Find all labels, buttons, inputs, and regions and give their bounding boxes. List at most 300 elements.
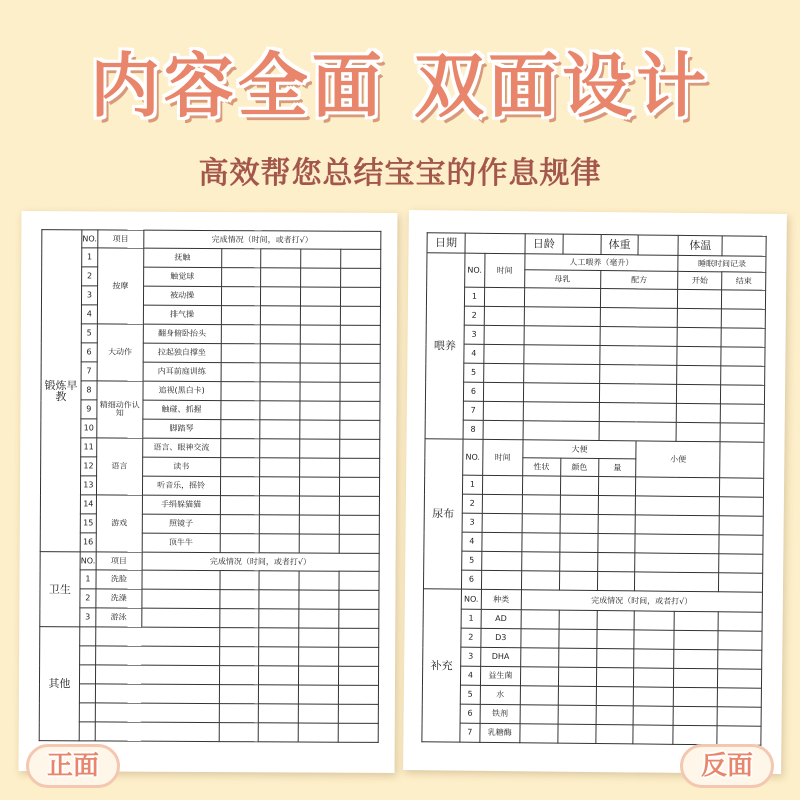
cell[interactable] (522, 476, 560, 495)
cell[interactable] (339, 628, 379, 647)
row-no: 1 (82, 248, 98, 267)
cell[interactable] (717, 707, 761, 726)
cell[interactable] (523, 421, 599, 441)
cell[interactable] (260, 439, 300, 458)
cell[interactable] (635, 553, 719, 573)
cell[interactable] (677, 384, 721, 403)
cell[interactable] (219, 666, 259, 685)
cell[interactable] (300, 344, 340, 363)
row-item: 翻身俯卧抬头 (143, 324, 221, 343)
cell[interactable] (259, 704, 299, 723)
cell[interactable] (719, 497, 763, 516)
cell[interactable] (524, 345, 600, 365)
row-item: 排气操 (143, 305, 221, 324)
cell[interactable] (220, 420, 260, 439)
row-no: 7 (460, 723, 480, 742)
cell[interactable] (219, 647, 259, 666)
cell[interactable] (339, 515, 379, 534)
cell[interactable] (79, 646, 95, 665)
cell[interactable] (633, 725, 673, 744)
cell[interactable] (560, 476, 598, 495)
col-kind: 种类 (481, 589, 521, 609)
cell[interactable] (674, 687, 718, 706)
cell[interactable] (259, 571, 299, 590)
date-field[interactable] (465, 233, 525, 254)
row-no: 5 (81, 324, 97, 343)
cell[interactable] (559, 610, 597, 629)
col-amount: 量 (598, 459, 636, 477)
cell[interactable] (520, 705, 558, 724)
cell[interactable] (299, 628, 339, 647)
cell[interactable] (599, 403, 677, 423)
cell[interactable] (596, 649, 634, 668)
cell[interactable] (340, 382, 380, 401)
cell[interactable] (674, 649, 718, 668)
group-label: 按摩 (97, 248, 143, 324)
cell[interactable] (598, 496, 636, 515)
cell[interactable] (558, 667, 596, 686)
cell[interactable] (719, 573, 763, 592)
cell[interactable] (482, 475, 522, 494)
cell[interactable] (221, 344, 261, 363)
cell[interactable] (339, 647, 379, 666)
cell[interactable] (142, 589, 220, 608)
cell[interactable] (301, 325, 341, 344)
col-time: 时间 (484, 253, 524, 287)
front-sheet (19, 211, 398, 773)
cell[interactable] (721, 366, 765, 385)
cell[interactable] (299, 571, 339, 590)
cell[interactable] (523, 383, 599, 403)
row-item: 内耳前庭训练 (143, 362, 221, 381)
cell[interactable] (341, 287, 381, 306)
cell[interactable] (599, 365, 677, 385)
cell[interactable] (341, 249, 381, 268)
cell[interactable] (95, 646, 219, 666)
cell[interactable] (260, 401, 300, 420)
temp-field[interactable] (722, 236, 766, 256)
cell[interactable] (599, 384, 677, 404)
cell[interactable] (259, 723, 299, 742)
cell[interactable] (301, 306, 341, 325)
cell[interactable] (79, 665, 95, 684)
row-no: 3 (80, 608, 96, 627)
age-field[interactable] (563, 234, 601, 254)
cell[interactable] (558, 724, 596, 743)
cell[interactable] (299, 666, 339, 685)
group-label: 游戏 (96, 495, 142, 552)
cell[interactable] (633, 706, 673, 725)
row-no: 14 (80, 495, 96, 514)
cell[interactable] (79, 684, 95, 703)
cell[interactable] (595, 725, 633, 744)
cell[interactable] (298, 723, 338, 742)
cell[interactable] (221, 249, 261, 268)
cell[interactable] (636, 496, 720, 516)
cell[interactable] (299, 685, 339, 704)
cell[interactable] (142, 608, 220, 627)
cell[interactable] (338, 704, 378, 723)
cell[interactable] (339, 666, 379, 685)
cell[interactable] (95, 665, 219, 685)
cell[interactable] (524, 326, 600, 346)
cell[interactable] (634, 630, 674, 649)
cell[interactable] (260, 382, 300, 401)
cell[interactable] (677, 346, 721, 365)
cell[interactable] (259, 609, 299, 628)
section-label-diaper: 尿布 (423, 439, 462, 589)
cell[interactable] (260, 496, 300, 515)
cell[interactable] (674, 668, 718, 687)
cell[interactable] (524, 307, 600, 327)
cell[interactable] (221, 363, 261, 382)
cell[interactable] (522, 533, 560, 552)
cell[interactable] (220, 534, 260, 553)
cell[interactable] (674, 630, 718, 649)
cell[interactable] (635, 572, 719, 592)
cell[interactable] (340, 325, 380, 344)
cell[interactable] (220, 515, 260, 534)
row-no: 6 (460, 704, 480, 723)
front-table (39, 229, 382, 743)
cell[interactable] (521, 552, 559, 571)
cell[interactable] (221, 325, 261, 344)
row-no: 5 (460, 685, 480, 704)
cell[interactable] (79, 722, 95, 741)
cell[interactable] (338, 685, 378, 704)
cell[interactable] (559, 552, 597, 571)
row-no: 13 (80, 476, 96, 495)
cell[interactable] (220, 571, 260, 590)
cell[interactable] (559, 629, 597, 648)
cell[interactable] (596, 687, 634, 706)
cell[interactable] (95, 684, 219, 704)
cell[interactable] (219, 628, 259, 647)
weight-field[interactable] (638, 235, 678, 255)
cell[interactable] (221, 268, 261, 287)
cell[interactable] (260, 420, 300, 439)
row-no: 6 (463, 382, 483, 401)
cell[interactable] (717, 726, 761, 745)
cell[interactable] (634, 668, 674, 687)
cell[interactable] (219, 590, 259, 609)
cell[interactable] (597, 572, 635, 591)
cell[interactable] (259, 628, 299, 647)
cell[interactable] (520, 648, 558, 667)
cell[interactable] (221, 287, 261, 306)
row-no: 2 (81, 267, 97, 286)
cell[interactable] (220, 382, 260, 401)
cell[interactable] (673, 706, 717, 725)
cell[interactable] (600, 289, 678, 309)
cell[interactable] (483, 401, 523, 420)
row-no: 1 (464, 287, 484, 306)
cell[interactable] (301, 249, 341, 268)
cell[interactable] (339, 609, 379, 628)
cell[interactable] (301, 287, 341, 306)
cell[interactable] (599, 346, 677, 366)
cell[interactable] (721, 347, 765, 366)
cell[interactable] (520, 686, 558, 705)
col-item: 项目 (96, 552, 142, 570)
row-no: 7 (81, 362, 97, 381)
cell[interactable] (718, 650, 762, 669)
cell[interactable] (600, 308, 678, 328)
blank-header (720, 442, 764, 478)
cell[interactable] (220, 401, 260, 420)
row-item: 洗脸 (96, 570, 142, 589)
cell[interactable] (96, 627, 220, 647)
cell[interactable] (300, 496, 340, 515)
cell[interactable] (79, 703, 95, 722)
cell[interactable] (300, 439, 340, 458)
cell[interactable] (95, 722, 219, 742)
cell[interactable] (221, 306, 261, 325)
cell[interactable] (596, 706, 634, 725)
cell[interactable] (598, 477, 636, 496)
cell[interactable] (260, 363, 300, 382)
cell[interactable] (634, 687, 674, 706)
cell[interactable] (259, 590, 299, 609)
cell[interactable] (718, 631, 762, 650)
row-no: 2 (80, 589, 96, 608)
row-no: 10 (81, 419, 97, 438)
col-no: NO. (461, 589, 481, 609)
col-start: 开始 (678, 271, 722, 289)
cell[interactable] (340, 363, 380, 382)
cell[interactable] (219, 723, 259, 742)
cell[interactable] (674, 611, 718, 630)
cell[interactable] (340, 439, 380, 458)
row-no: 12 (80, 457, 96, 476)
cell[interactable] (259, 685, 299, 704)
cell[interactable] (520, 724, 558, 743)
cell[interactable] (522, 495, 560, 514)
col-sleep-group: 睡眠时间记录 (678, 255, 766, 272)
cell[interactable] (722, 290, 766, 309)
cell[interactable] (636, 477, 720, 497)
cell[interactable] (340, 306, 380, 325)
col-formula: 配方 (600, 271, 678, 290)
cell[interactable] (521, 629, 559, 648)
cell[interactable] (339, 534, 379, 553)
cell[interactable] (718, 612, 762, 631)
cell[interactable] (219, 704, 259, 723)
row-item: 拉起独自撑坐 (143, 343, 221, 362)
cell[interactable] (598, 515, 636, 534)
cell[interactable] (300, 363, 340, 382)
cell[interactable] (261, 268, 301, 287)
cell[interactable] (719, 535, 763, 554)
cell[interactable] (339, 571, 379, 590)
row-no: 5 (464, 363, 484, 382)
cell[interactable] (559, 571, 597, 590)
cell[interactable] (560, 514, 598, 533)
cell[interactable] (678, 289, 722, 308)
cell[interactable] (300, 420, 340, 439)
cell[interactable] (484, 287, 524, 306)
cell[interactable] (558, 648, 596, 667)
cell[interactable] (718, 669, 762, 688)
row-no: 4 (464, 344, 484, 363)
col-no: NO. (465, 253, 485, 287)
cell[interactable] (721, 309, 765, 328)
cell[interactable] (635, 515, 719, 535)
cell[interactable] (482, 532, 522, 551)
row-kind: 益生菌 (480, 666, 520, 685)
cell[interactable] (220, 477, 260, 496)
row-item: 洗澡 (96, 589, 142, 608)
cell[interactable] (720, 478, 764, 497)
cell[interactable] (220, 496, 260, 515)
cell[interactable] (484, 344, 524, 363)
cell[interactable] (261, 249, 301, 268)
cell[interactable] (220, 439, 260, 458)
cell[interactable] (482, 513, 522, 532)
cell[interactable] (484, 306, 524, 325)
cell[interactable] (261, 344, 301, 363)
cell[interactable] (300, 477, 340, 496)
cell[interactable] (219, 685, 259, 704)
cell[interactable] (560, 495, 598, 514)
cell[interactable] (558, 686, 596, 705)
col-item: 项目 (98, 230, 144, 248)
cell[interactable] (677, 327, 721, 346)
cell[interactable] (260, 477, 300, 496)
cell[interactable] (599, 422, 677, 442)
cell[interactable] (523, 364, 599, 384)
cell[interactable] (635, 534, 719, 554)
cell[interactable] (677, 308, 721, 327)
cell[interactable] (520, 667, 558, 686)
cell[interactable] (341, 268, 381, 287)
row-no: 3 (462, 513, 482, 532)
row-kind: DHA (481, 647, 521, 666)
row-item: 读书 (142, 457, 220, 476)
cell[interactable] (634, 649, 674, 668)
cell[interactable] (80, 627, 96, 646)
cell[interactable] (142, 570, 220, 589)
section-label-supplement: 补充 (422, 589, 461, 742)
cell[interactable] (300, 458, 340, 477)
cell[interactable] (261, 287, 301, 306)
cell[interactable] (220, 458, 260, 477)
cell[interactable] (676, 403, 720, 422)
cell[interactable] (524, 288, 600, 308)
back-table (421, 232, 766, 746)
cell[interactable] (340, 477, 380, 496)
row-no: 3 (81, 286, 97, 305)
row-no: 8 (81, 381, 97, 400)
row-kind: 铁剂 (480, 704, 520, 723)
cell[interactable] (596, 630, 634, 649)
cell[interactable] (721, 328, 765, 347)
row-no: 6 (81, 343, 97, 362)
cell[interactable] (338, 723, 378, 742)
cell[interactable] (720, 404, 764, 423)
cell[interactable] (484, 363, 524, 382)
cell[interactable] (482, 551, 522, 570)
row-item: 游泳 (96, 608, 142, 627)
cell[interactable] (677, 365, 721, 384)
col-stool: 大便 (523, 440, 637, 459)
cell[interactable] (719, 516, 763, 535)
cell[interactable] (560, 533, 598, 552)
cell[interactable] (259, 647, 299, 666)
cell[interactable] (300, 515, 340, 534)
row-item: 听音乐，摇铃 (142, 476, 220, 495)
cell[interactable] (299, 704, 339, 723)
cell[interactable] (721, 385, 765, 404)
cell[interactable] (339, 496, 379, 515)
cell[interactable] (219, 609, 259, 628)
cell[interactable] (261, 306, 301, 325)
cell[interactable] (600, 327, 678, 347)
cell[interactable] (340, 344, 380, 363)
cell[interactable] (300, 401, 340, 420)
cell[interactable] (95, 703, 219, 723)
cell[interactable] (522, 514, 560, 533)
cell[interactable] (340, 458, 380, 477)
cell[interactable] (719, 554, 763, 573)
cell[interactable] (484, 325, 524, 344)
cell[interactable] (260, 458, 300, 477)
cell[interactable] (260, 515, 300, 534)
cell[interactable] (597, 553, 635, 572)
cell[interactable] (482, 494, 522, 513)
cell[interactable] (596, 668, 634, 687)
cell[interactable] (481, 570, 521, 589)
cell[interactable] (558, 705, 596, 724)
section-label-other: 其他 (39, 627, 79, 741)
cell[interactable] (340, 420, 380, 439)
cell[interactable] (261, 325, 301, 344)
cell[interactable] (521, 571, 559, 590)
col-shape: 性状 (522, 458, 560, 476)
cell[interactable] (301, 268, 341, 287)
group-label: 精细动作认知 (97, 381, 143, 438)
row-kind: 水 (480, 685, 520, 704)
cell[interactable] (673, 725, 717, 744)
weight-label: 体重 (601, 235, 639, 255)
cell[interactable] (523, 402, 599, 422)
cell[interactable] (299, 534, 339, 553)
cell[interactable] (483, 420, 523, 439)
cell[interactable] (720, 423, 764, 442)
cell[interactable] (300, 382, 340, 401)
row-item: 手绢躲猫猫 (142, 495, 220, 514)
cell[interactable] (717, 688, 761, 707)
cell[interactable] (634, 611, 674, 630)
cell[interactable] (597, 534, 635, 553)
cell[interactable] (299, 590, 339, 609)
headline-title: 内容全面 双面设计 (89, 45, 711, 127)
cell[interactable] (339, 590, 379, 609)
cell[interactable] (299, 609, 339, 628)
cell[interactable] (483, 382, 523, 401)
cell[interactable] (597, 611, 635, 630)
col-status: 完成情况（时间，或者打√） (142, 552, 379, 571)
cell[interactable] (259, 666, 299, 685)
cell[interactable] (299, 647, 339, 666)
cell[interactable] (676, 422, 720, 441)
row-item: 触碰、抓握 (143, 400, 221, 419)
cell[interactable] (521, 610, 559, 629)
cell[interactable] (260, 534, 300, 553)
temp-label: 体温 (678, 235, 722, 255)
cell[interactable] (340, 401, 380, 420)
section-label-exercise: 锻炼早教 (40, 230, 82, 552)
